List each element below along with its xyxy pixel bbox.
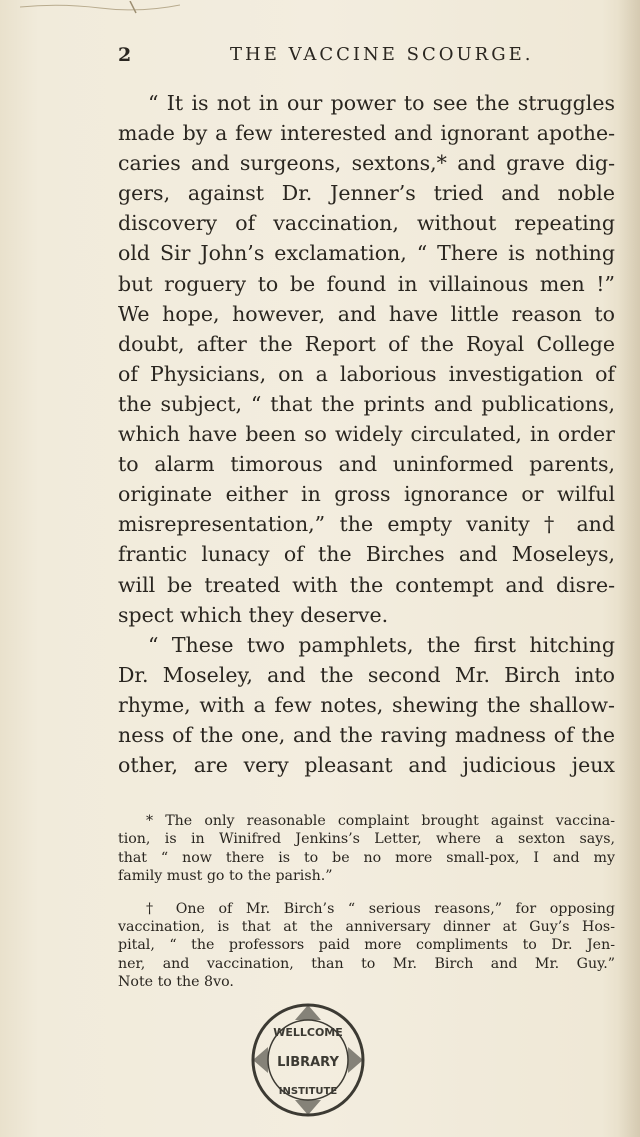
text-line: gers, against Dr. Jenner’s tried and noble	[118, 181, 615, 206]
page-edge-mark	[20, 0, 180, 14]
footnote-asterisk	[118, 812, 615, 886]
text-line: will be treated with the contempt and disre-	[118, 572, 615, 597]
text-line: originate either in gross ignorance or wilful	[118, 482, 615, 507]
text-line: doubt, after the Report of the Royal College	[118, 331, 615, 356]
text-line: old Sir John’s exclamation, “ There is nothing	[118, 241, 615, 266]
text-line: ness of the one, and the raving madness of the	[118, 722, 615, 747]
page-number: 2	[118, 44, 132, 66]
text-line: other, are very pleasant and judicious jeux	[118, 753, 615, 778]
body-text	[118, 88, 615, 780]
text-line: which have been so widely circulated, in order	[118, 422, 615, 447]
text-line: We hope, however, and have little reason to	[118, 301, 615, 326]
footnote-dagger	[118, 900, 615, 992]
footnote-line: that “ now there is to be no more small-pox, I and my	[118, 849, 615, 866]
text-line: misrepresentation,” the empty vanity † and	[118, 512, 615, 537]
text-line: discovery of vaccination, without repeating	[118, 211, 615, 236]
footnote-line: Note to the 8vo.	[118, 974, 234, 991]
text-line: frantic lunacy of the Birches and Moseleys,	[118, 542, 615, 567]
text-line: to alarm timorous and uninformed parents,	[118, 452, 615, 477]
footnote-line: pital, “ the professors paid more compliments to Dr. Jen-	[118, 937, 615, 954]
text-line: of Physicians, on a laborious investigation of	[118, 361, 615, 386]
footnotes	[118, 812, 615, 992]
stamp-middle-text: LIBRARY	[277, 1055, 339, 1070]
library-stamp	[248, 1000, 368, 1120]
text-line: Dr. Moseley, and the second Mr. Birch into	[118, 662, 615, 687]
text-line: the subject, “ that the prints and publications,	[118, 391, 615, 416]
running-head: THE VACCINE SCOURGE.	[230, 44, 534, 65]
page-spine-shadow	[618, 0, 640, 1137]
footnote-line: † One of Mr. Birch’s “ serious reasons,” for opposing	[146, 900, 615, 917]
footnote-line: * The only reasonable complaint brought against vaccina-	[146, 813, 615, 829]
stamp-top-text: WELLCOME	[273, 1026, 343, 1039]
footnote-line: tion, is in Winifred Jenkins’s Letter, where a sexton says,	[118, 831, 615, 848]
footnote-line: family must go to the parish.”	[118, 868, 333, 885]
text-line: spect which they deserve.	[118, 602, 389, 627]
page-header	[118, 44, 618, 74]
text-line: caries and surgeons, sextons,* and grave dig-	[118, 151, 615, 176]
text-line: rhyme, with a few notes, shewing the shallow-	[118, 692, 615, 717]
text-line: “ It is not in our power to see the struggles	[148, 91, 615, 115]
footnote-line: vaccination, is that at the anniversary dinner at Guy’s Hos-	[118, 918, 615, 935]
stamp-bottom-text: INSTITUTE	[278, 1086, 338, 1097]
text-line: made by a few interested and ignorant apothe-	[118, 121, 615, 146]
text-line: but roguery to be found in villainous men !”	[118, 271, 615, 296]
text-line: “ These two pamphlets, the first hitching	[148, 632, 615, 657]
footnote-line: ner, and vaccination, than to Mr. Birch and Mr. Guy.”	[118, 955, 615, 972]
